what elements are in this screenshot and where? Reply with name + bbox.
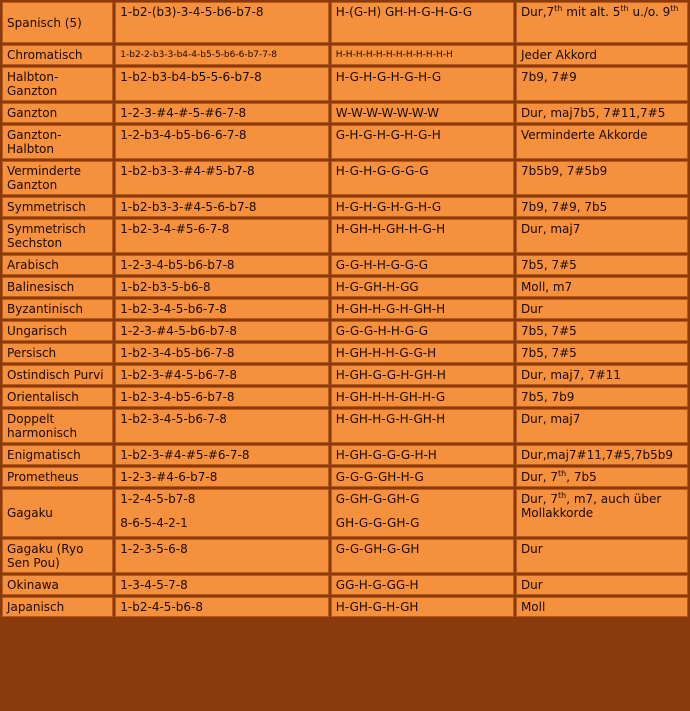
scale-formula-cell bbox=[115, 67, 329, 101]
scales-table-body bbox=[2, 2, 688, 617]
scale-formula-cell bbox=[115, 299, 329, 319]
scale-name-cell: Doppelt harmonisch bbox=[2, 409, 113, 443]
scale-steps-cell bbox=[331, 343, 514, 363]
chords-cell bbox=[516, 2, 688, 43]
scale-steps-cell bbox=[331, 255, 514, 275]
chord-text: 7b9, 7#9, 7b5 bbox=[520, 200, 608, 214]
chords-cell bbox=[516, 67, 688, 101]
chord-text: 7b5, 7b9 bbox=[520, 390, 575, 404]
steps-line: G-G-G-H-H-G-G bbox=[335, 324, 429, 338]
scale-name-cell: Gagaku (Ryo Sen Pou) bbox=[2, 539, 113, 573]
scale-formula-cell bbox=[115, 321, 329, 341]
chords-cell bbox=[516, 365, 688, 385]
scale-name-cell: Orientalisch bbox=[2, 387, 113, 407]
scale-steps-cell bbox=[331, 489, 514, 537]
scale-steps-cell bbox=[331, 125, 514, 159]
chords-cell bbox=[516, 161, 688, 195]
scale-name-cell: Persisch bbox=[2, 343, 113, 363]
scale-steps-cell bbox=[331, 67, 514, 101]
formula-line: 1-2-3-#4-6-b7-8 bbox=[120, 470, 218, 484]
formula-line: 1-b2-3-#4-5-b6-7-8 bbox=[120, 368, 237, 382]
steps-line: G-G-G-GH-H-G bbox=[335, 470, 424, 484]
chord-text: Dur, maj7b5, 7#11,7#5 bbox=[520, 106, 666, 120]
steps-line: H-GH-G-G-H-GH-H bbox=[335, 368, 446, 382]
scale-formula-cell bbox=[115, 575, 329, 595]
line-gap bbox=[336, 506, 509, 516]
formula-line: 1-b2-3-4-#5-6-7-8 bbox=[120, 222, 230, 236]
chord-text: , 7b5 bbox=[566, 470, 597, 484]
chords-cell bbox=[516, 277, 688, 297]
table-row bbox=[2, 219, 688, 253]
scale-name-cell: Japanisch bbox=[2, 597, 113, 617]
ordinal-superscript: th bbox=[557, 469, 567, 478]
table-row bbox=[2, 539, 688, 573]
steps-line: H-G-H-G-H-G-H-G bbox=[335, 200, 442, 214]
scale-steps-cell bbox=[331, 445, 514, 465]
steps-line: H-(G-H) GH-H-G-H-G-G bbox=[335, 5, 473, 19]
table-row bbox=[2, 103, 688, 123]
chord-text: Dur bbox=[520, 578, 543, 592]
table-row bbox=[2, 125, 688, 159]
scale-formula-cell bbox=[115, 161, 329, 195]
steps-line: H-GH-H-H-G-G-H bbox=[335, 346, 437, 360]
chord-text: Dur, maj7 bbox=[520, 222, 581, 236]
scale-formula-cell bbox=[115, 197, 329, 217]
scale-name-cell: Gagaku bbox=[2, 489, 113, 537]
chord-text: mit alt. 5 bbox=[562, 5, 621, 19]
formula-line: 1-b2-4-5-b6-8 bbox=[120, 600, 203, 614]
table-row bbox=[2, 387, 688, 407]
scale-formula-cell bbox=[115, 255, 329, 275]
steps-line: W-W-W-W-W-W-W bbox=[335, 106, 439, 120]
steps-line: H-GH-H-GH-H-G-H bbox=[335, 222, 446, 236]
scale-steps-cell bbox=[331, 161, 514, 195]
scale-name-cell: Ganzton-Halbton bbox=[2, 125, 113, 159]
scale-name-cell: Ostindisch Purvi bbox=[2, 365, 113, 385]
scale-name-cell: Balinesisch bbox=[2, 277, 113, 297]
scale-formula-cell bbox=[115, 365, 329, 385]
chords-cell bbox=[516, 467, 688, 487]
steps-line: H-H-H-H-H-H-H-H-H-H-H-H bbox=[335, 50, 453, 60]
chord-text: Moll, m7 bbox=[520, 280, 573, 294]
formula-line: 1-2-3-#4-5-b6-b7-8 bbox=[120, 324, 237, 338]
chord-text: Dur bbox=[520, 542, 543, 556]
scale-name-cell: Symmetrisch Sechston bbox=[2, 219, 113, 253]
steps-line: H-GH-H-G-H-GH-H bbox=[335, 302, 446, 316]
scale-name-cell: Symmetrisch bbox=[2, 197, 113, 217]
chords-cell bbox=[516, 343, 688, 363]
scale-formula-cell bbox=[115, 467, 329, 487]
chord-text: u./o. 9 bbox=[628, 5, 671, 19]
chords-cell bbox=[516, 445, 688, 465]
table-row bbox=[2, 575, 688, 595]
scale-steps-cell bbox=[331, 321, 514, 341]
scale-steps-cell bbox=[331, 299, 514, 319]
steps-line: GH-G-G-GH-G bbox=[335, 516, 420, 530]
chord-text: 7b5, 7#5 bbox=[520, 258, 577, 272]
chord-text: Jeder Akkord bbox=[520, 48, 597, 62]
formula-line: 1-2-4-5-b7-8 bbox=[120, 492, 196, 506]
ordinal-superscript: th bbox=[554, 4, 563, 13]
formula-line: 1-2-3-5-6-8 bbox=[120, 542, 188, 556]
scale-steps-cell bbox=[331, 365, 514, 385]
line-gap bbox=[120, 506, 324, 516]
table-row bbox=[2, 597, 688, 617]
ordinal-superscript: th bbox=[620, 4, 629, 13]
scale-formula-cell bbox=[115, 343, 329, 363]
scale-name-cell: Ungarisch bbox=[2, 321, 113, 341]
steps-line: H-GH-H-H-GH-H-G bbox=[335, 390, 446, 404]
scale-steps-cell bbox=[331, 467, 514, 487]
table-row bbox=[2, 277, 688, 297]
formula-line: 1-b2-3-#4-#5-#6-7-8 bbox=[120, 448, 250, 462]
scale-formula-cell bbox=[115, 219, 329, 253]
chords-cell bbox=[516, 103, 688, 123]
table-row bbox=[2, 489, 688, 537]
chords-cell bbox=[516, 387, 688, 407]
table-row bbox=[2, 321, 688, 341]
scale-name-cell: Verminderte Ganzton bbox=[2, 161, 113, 195]
steps-line: H-G-H-G-H-G-H-G bbox=[335, 70, 442, 84]
chord-text: Dur, maj7, 7#11 bbox=[520, 368, 621, 382]
scale-name-cell: Enigmatisch bbox=[2, 445, 113, 465]
formula-line: 1-b2-b3-3-#4-5-6-b7-8 bbox=[120, 200, 257, 214]
chord-text: 7b5, 7#5 bbox=[520, 324, 577, 338]
chord-text: Dur, maj7 bbox=[520, 412, 581, 426]
table-row bbox=[2, 67, 688, 101]
scale-steps-cell bbox=[331, 575, 514, 595]
table-row bbox=[2, 197, 688, 217]
chord-text: Dur, 7 bbox=[520, 470, 558, 484]
scale-steps-cell bbox=[331, 539, 514, 573]
formula-line: 1-2-3-4-b5-b6-b7-8 bbox=[120, 258, 235, 272]
chords-cell bbox=[516, 219, 688, 253]
steps-line: H-G-H-G-G-G-G bbox=[335, 164, 429, 178]
scale-name-cell: Spanisch (5) bbox=[2, 2, 113, 43]
steps-line: G-G-GH-G-GH bbox=[335, 542, 420, 556]
chord-text: 7b5b9, 7#5b9 bbox=[520, 164, 608, 178]
chords-cell bbox=[516, 299, 688, 319]
scale-name-cell: Ganzton bbox=[2, 103, 113, 123]
formula-line: 1-2-b3-4-b5-b6-6-7-8 bbox=[120, 128, 247, 142]
scale-name-cell: Halbton-Ganzton bbox=[2, 67, 113, 101]
scale-steps-cell bbox=[331, 197, 514, 217]
table-row bbox=[2, 2, 688, 43]
scale-steps-cell bbox=[331, 387, 514, 407]
chord-text: Dur bbox=[520, 302, 543, 316]
formula-line: 1-b2-3-4-5-b6-7-8 bbox=[120, 412, 227, 426]
chords-cell bbox=[516, 489, 688, 537]
table-row bbox=[2, 45, 688, 65]
chord-text: 7b9, 7#9 bbox=[520, 70, 577, 84]
steps-line: G-GH-G-GH-G bbox=[335, 492, 420, 506]
chord-text: Verminderte Akkorde bbox=[520, 128, 648, 142]
chord-text: 7b5, 7#5 bbox=[520, 346, 577, 360]
scale-formula-cell bbox=[115, 45, 329, 65]
formula-line: 1-b2-3-4-b5-b6-7-8 bbox=[120, 346, 235, 360]
scale-formula-cell bbox=[115, 445, 329, 465]
scale-steps-cell bbox=[331, 597, 514, 617]
formula-line: 1-b2-3-4-5-b6-7-8 bbox=[120, 302, 227, 316]
table-row bbox=[2, 365, 688, 385]
steps-line: H-GH-G-H-GH bbox=[335, 600, 419, 614]
scale-name-cell: Okinawa bbox=[2, 575, 113, 595]
scale-formula-cell bbox=[115, 103, 329, 123]
scale-formula-cell bbox=[115, 409, 329, 443]
scale-steps-cell bbox=[331, 219, 514, 253]
steps-line: G-H-G-H-G-H-G-H bbox=[335, 128, 441, 142]
scale-name-cell: Arabisch bbox=[2, 255, 113, 275]
table-row bbox=[2, 161, 688, 195]
formula-line: 1-2-3-#4-#-5-#6-7-8 bbox=[120, 106, 247, 120]
ordinal-superscript: th bbox=[670, 4, 679, 13]
steps-line: H-G-GH-H-GG bbox=[335, 280, 419, 294]
formula-line: 8-6-5-4-2-1 bbox=[120, 516, 188, 530]
formula-line: 1-b2-b3-5-b6-8 bbox=[120, 280, 211, 294]
steps-line: GG-H-G-GG-H bbox=[335, 578, 419, 592]
scale-formula-cell bbox=[115, 489, 329, 537]
chord-text: Moll bbox=[520, 600, 546, 614]
chord-text: Dur,7 bbox=[520, 5, 555, 19]
table-row bbox=[2, 445, 688, 465]
scale-steps-cell bbox=[331, 409, 514, 443]
table-row bbox=[2, 409, 688, 443]
chord-text: Dur,maj7#11,7#5,7b5b9 bbox=[520, 448, 673, 462]
chord-text: , m7, auch über Mollakkorde bbox=[520, 492, 662, 520]
table-row bbox=[2, 467, 688, 487]
scale-steps-cell bbox=[331, 103, 514, 123]
scale-name-cell: Byzantinisch bbox=[2, 299, 113, 319]
steps-line: H-GH-G-G-G-H-H bbox=[335, 448, 437, 462]
formula-line: 1-3-4-5-7-8 bbox=[120, 578, 188, 592]
ordinal-superscript: th bbox=[557, 491, 567, 500]
chords-cell bbox=[516, 45, 688, 65]
scale-steps-cell bbox=[331, 277, 514, 297]
scale-formula-cell bbox=[115, 387, 329, 407]
steps-line: H-GH-H-G-H-GH-H bbox=[335, 412, 446, 426]
scale-formula-cell bbox=[115, 125, 329, 159]
chord-text: Dur, 7 bbox=[520, 492, 558, 506]
scale-name-cell: Chromatisch bbox=[2, 45, 113, 65]
table-row bbox=[2, 299, 688, 319]
chords-cell bbox=[516, 321, 688, 341]
scale-formula-cell bbox=[115, 539, 329, 573]
steps-line: G-G-H-H-G-G-G bbox=[335, 258, 429, 272]
formula-line: 1-b2-3-4-b5-6-b7-8 bbox=[120, 390, 235, 404]
chords-cell bbox=[516, 597, 688, 617]
chords-cell bbox=[516, 575, 688, 595]
table-row bbox=[2, 343, 688, 363]
scale-name-cell: Prometheus bbox=[2, 467, 113, 487]
formula-line: 1-b2-(b3)-3-4-5-b6-b7-8 bbox=[120, 5, 264, 19]
chords-cell bbox=[516, 197, 688, 217]
formula-line: 1-b2-2-b3-3-b4-4-b5-5-b6-6-b7-7-8 bbox=[120, 50, 277, 60]
scale-steps-cell bbox=[331, 45, 514, 65]
scale-formula-cell bbox=[115, 277, 329, 297]
chords-cell bbox=[516, 255, 688, 275]
scale-formula-cell bbox=[115, 2, 329, 43]
scale-formula-cell bbox=[115, 597, 329, 617]
table-row bbox=[2, 255, 688, 275]
formula-line: 1-b2-b3-3-#4-#5-b7-8 bbox=[120, 164, 255, 178]
chords-cell bbox=[516, 539, 688, 573]
formula-line: 1-b2-b3-b4-b5-5-6-b7-8 bbox=[120, 70, 262, 84]
chords-cell bbox=[516, 409, 688, 443]
scale-steps-cell bbox=[331, 2, 514, 43]
chords-cell bbox=[516, 125, 688, 159]
